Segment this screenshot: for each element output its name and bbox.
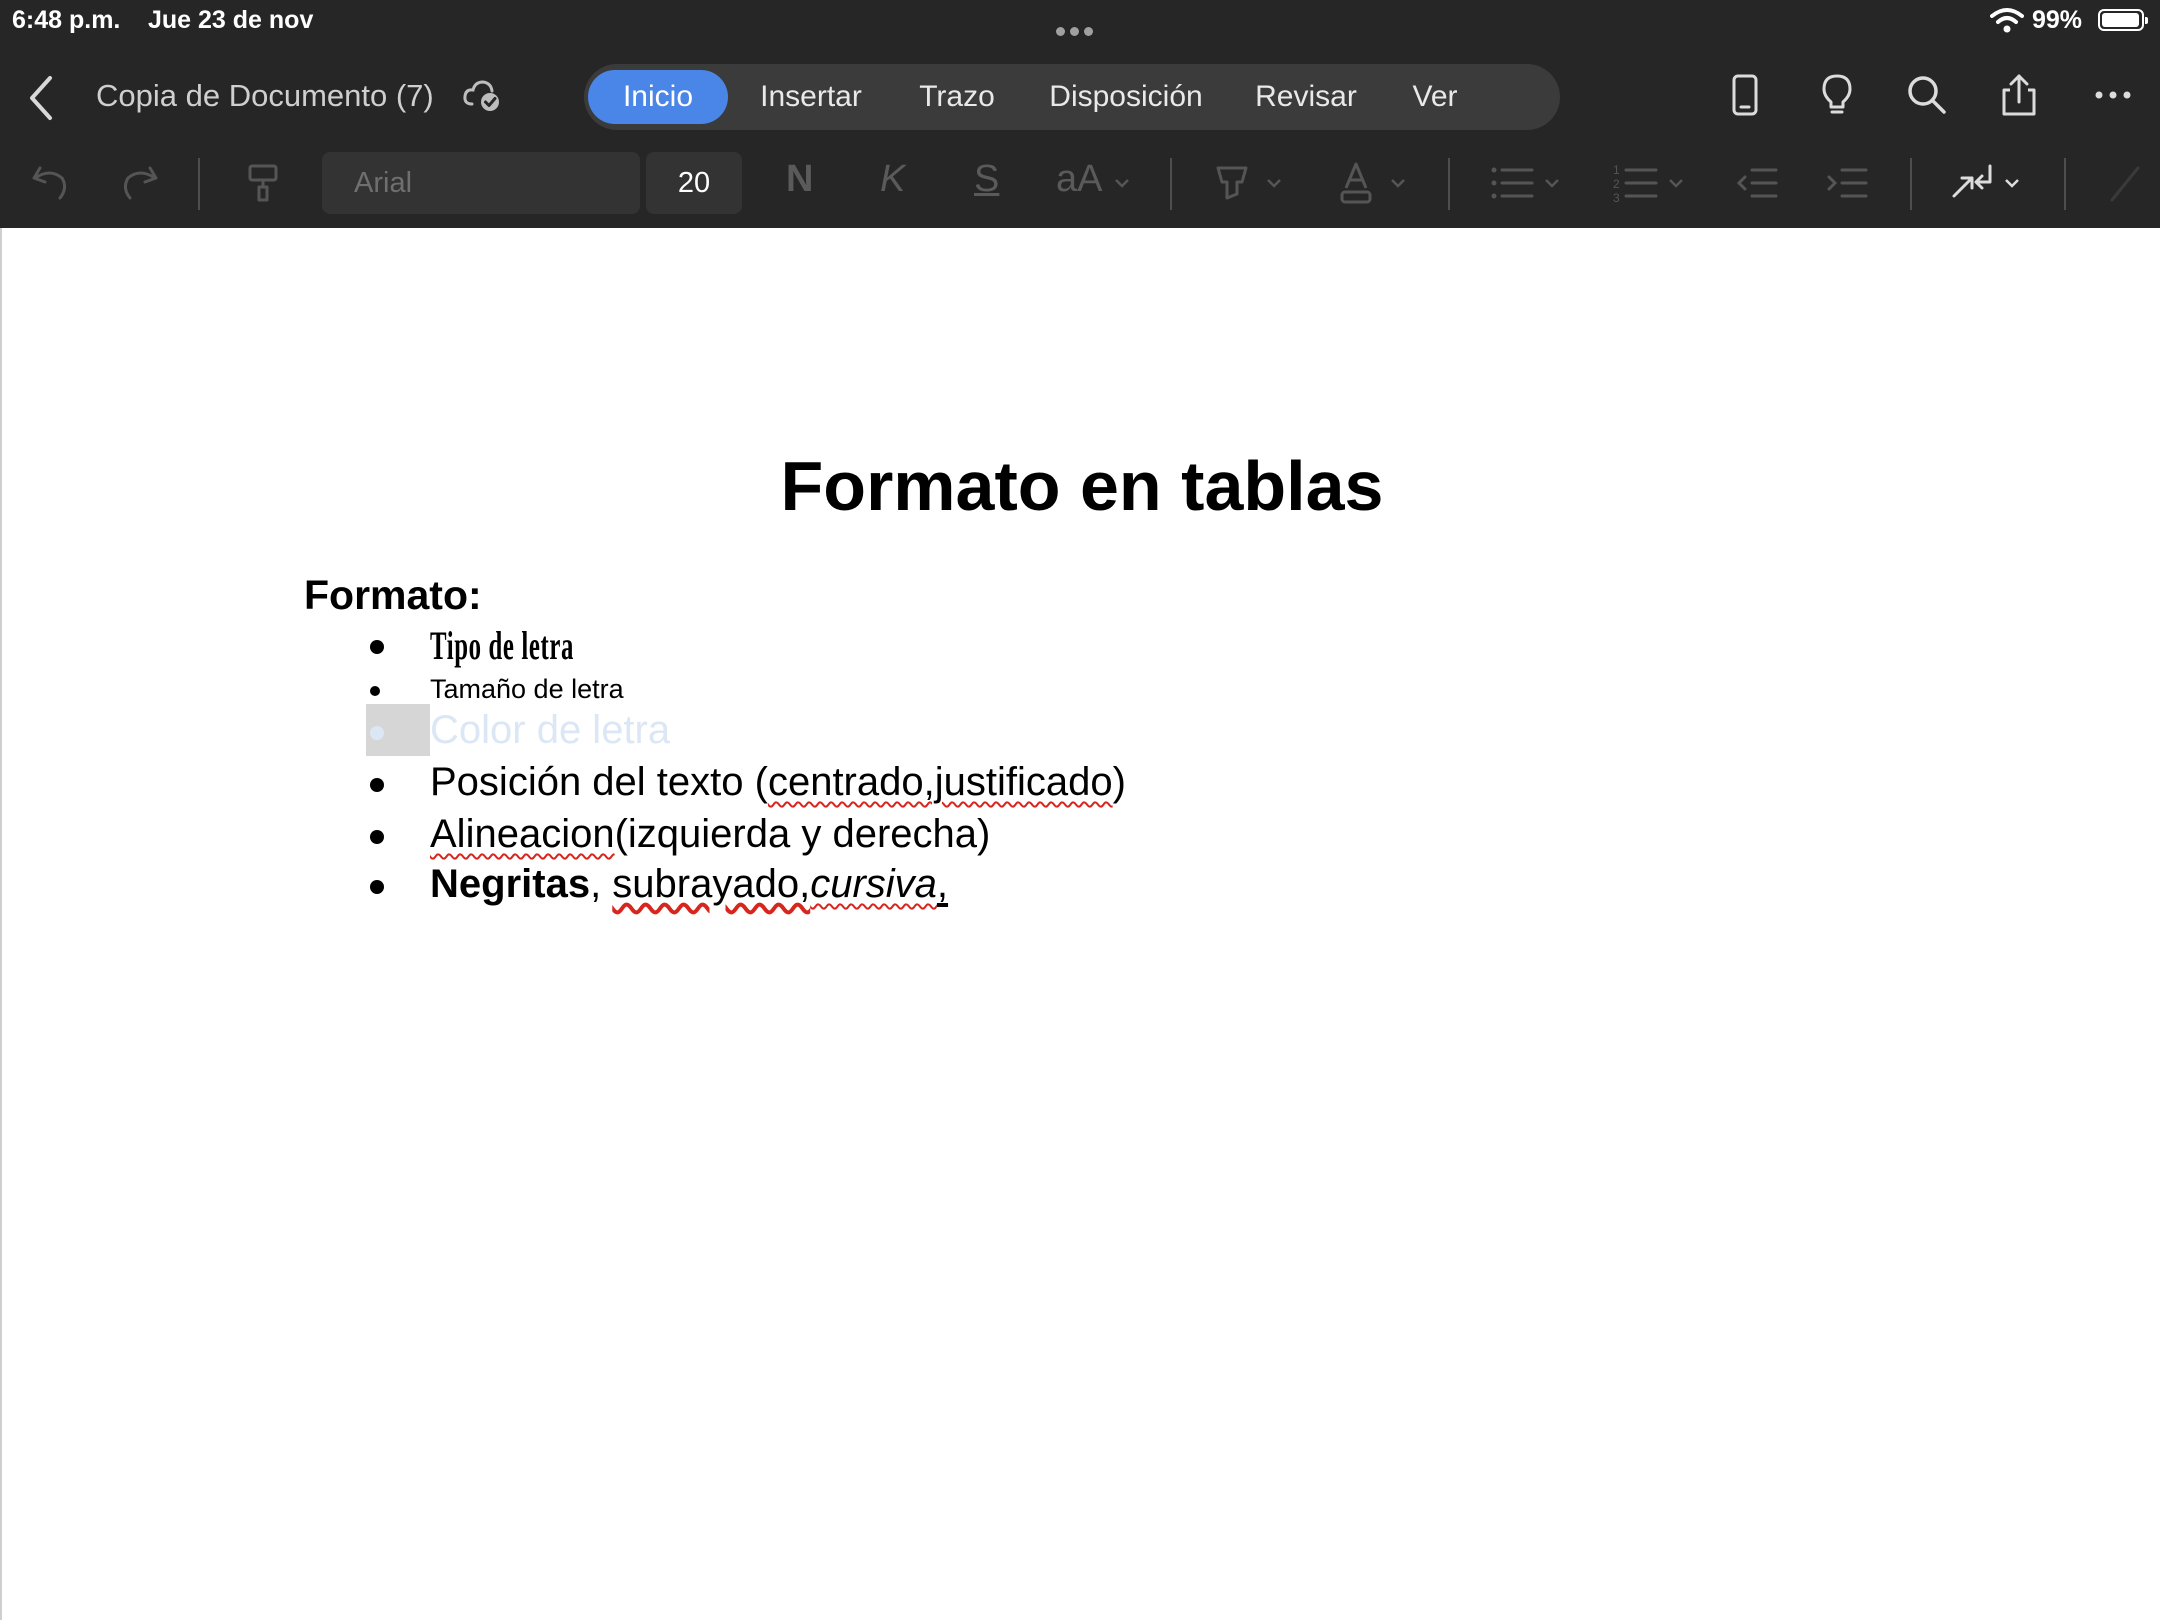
list-item-text: Posición del texto (: [430, 760, 768, 804]
misspelled-text[interactable]: Alineacion: [430, 812, 615, 856]
tab-disposicion[interactable]: Disposición: [1049, 80, 1203, 113]
numbered-list-icon[interactable]: [1612, 160, 1692, 206]
bold-button[interactable]: N: [786, 158, 814, 200]
status-time: 6:48 p.m.: [12, 6, 121, 34]
ribbon-separator: [2064, 158, 2066, 210]
bullet-icon: [370, 640, 384, 654]
status-bar: [0, 0, 2160, 40]
tab-inicio[interactable]: Inicio: [588, 70, 728, 124]
italic-button[interactable]: K: [880, 158, 906, 200]
document-heading: Formato en tablas: [780, 447, 1384, 525]
cloud-saved-icon[interactable]: [462, 76, 502, 116]
formatting-ribbon: [0, 148, 2160, 220]
increase-indent-icon[interactable]: [1824, 160, 1870, 206]
wifi-icon: [1990, 6, 2024, 34]
document-page[interactable]: [0, 228, 2160, 1620]
bullet-icon: [370, 880, 384, 894]
list-item: [2, 670, 1202, 704]
draw-icon[interactable]: [2104, 160, 2150, 206]
ribbon-separator: [1170, 158, 1172, 210]
search-icon[interactable]: [1904, 72, 1950, 118]
misspelled-text[interactable]: subrayado,: [612, 862, 811, 906]
ribbon-separator: [198, 158, 200, 210]
change-case-button[interactable]: aA: [1056, 158, 1103, 200]
tab-trazo[interactable]: Trazo: [919, 80, 995, 113]
ribbon-separator: [1448, 158, 1450, 210]
list-item: [2, 860, 1402, 910]
svg-text:1: 1: [1613, 163, 1620, 177]
svg-text:2: 2: [1613, 177, 1620, 191]
app-chrome: [0, 0, 2160, 228]
list-item-text: Tipo de letra: [430, 623, 575, 668]
redo-icon[interactable]: [116, 160, 162, 206]
more-icon[interactable]: [2090, 72, 2136, 118]
multitasking-dots-icon[interactable]: [1056, 14, 1104, 24]
lightbulb-icon[interactable]: [1814, 72, 1860, 118]
misspelled-text[interactable]: centrado,justificado: [767, 760, 1113, 804]
svg-text:3: 3: [1613, 191, 1620, 205]
battery-icon: [2098, 9, 2144, 31]
bullet-icon: [370, 830, 384, 844]
decrease-indent-icon[interactable]: [1734, 160, 1780, 206]
mobile-view-icon[interactable]: [1722, 72, 1768, 118]
highlighter-icon[interactable]: [1212, 160, 1288, 206]
bullet-list-icon[interactable]: [1488, 160, 1568, 206]
document-subheading: Formato:: [304, 572, 482, 618]
chevron-down-icon[interactable]: [1112, 160, 1132, 206]
ribbon-tabs: [584, 64, 1560, 130]
format-painter-icon[interactable]: [240, 160, 286, 206]
bold-text: Negritas: [430, 862, 591, 906]
font-color-icon[interactable]: [1336, 160, 1412, 206]
battery-percentage: 99%: [2032, 6, 2083, 34]
undo-icon[interactable]: [28, 160, 74, 206]
list-item-text: ,: [590, 862, 613, 906]
back-chevron-icon[interactable]: [22, 72, 58, 124]
bullet-icon: [370, 686, 380, 696]
list-item: [2, 620, 1202, 668]
share-icon[interactable]: [1996, 72, 2042, 118]
font-name-field[interactable]: Arial: [322, 152, 640, 214]
paragraph-options-icon[interactable]: [1950, 160, 2030, 206]
ribbon-separator: [1910, 158, 1912, 210]
list-item-text: Tamaño de letra: [430, 674, 624, 704]
bullet-icon: [370, 778, 384, 792]
list-item: [2, 758, 1402, 808]
document-title[interactable]: Copia de Documento (7): [96, 78, 434, 113]
title-bar: [0, 58, 2160, 138]
font-size-field[interactable]: 20: [646, 152, 742, 214]
status-date: Jue 23 de nov: [148, 6, 314, 34]
list-item-text: ): [1112, 760, 1126, 804]
tab-ver[interactable]: Ver: [1412, 80, 1458, 113]
italic-text: cursiva: [810, 862, 937, 906]
list-item-text: ,: [936, 862, 949, 906]
tab-insertar[interactable]: Insertar: [760, 80, 862, 113]
list-item-text: (izquierda y derecha): [614, 812, 991, 856]
tab-revisar[interactable]: Revisar: [1255, 80, 1357, 113]
list-item-text: Color de letra: [430, 708, 671, 752]
strikethrough-button[interactable]: S: [974, 158, 1000, 200]
bullet-icon: [370, 726, 384, 740]
list-item: [2, 706, 1202, 756]
list-item: [2, 810, 1402, 860]
